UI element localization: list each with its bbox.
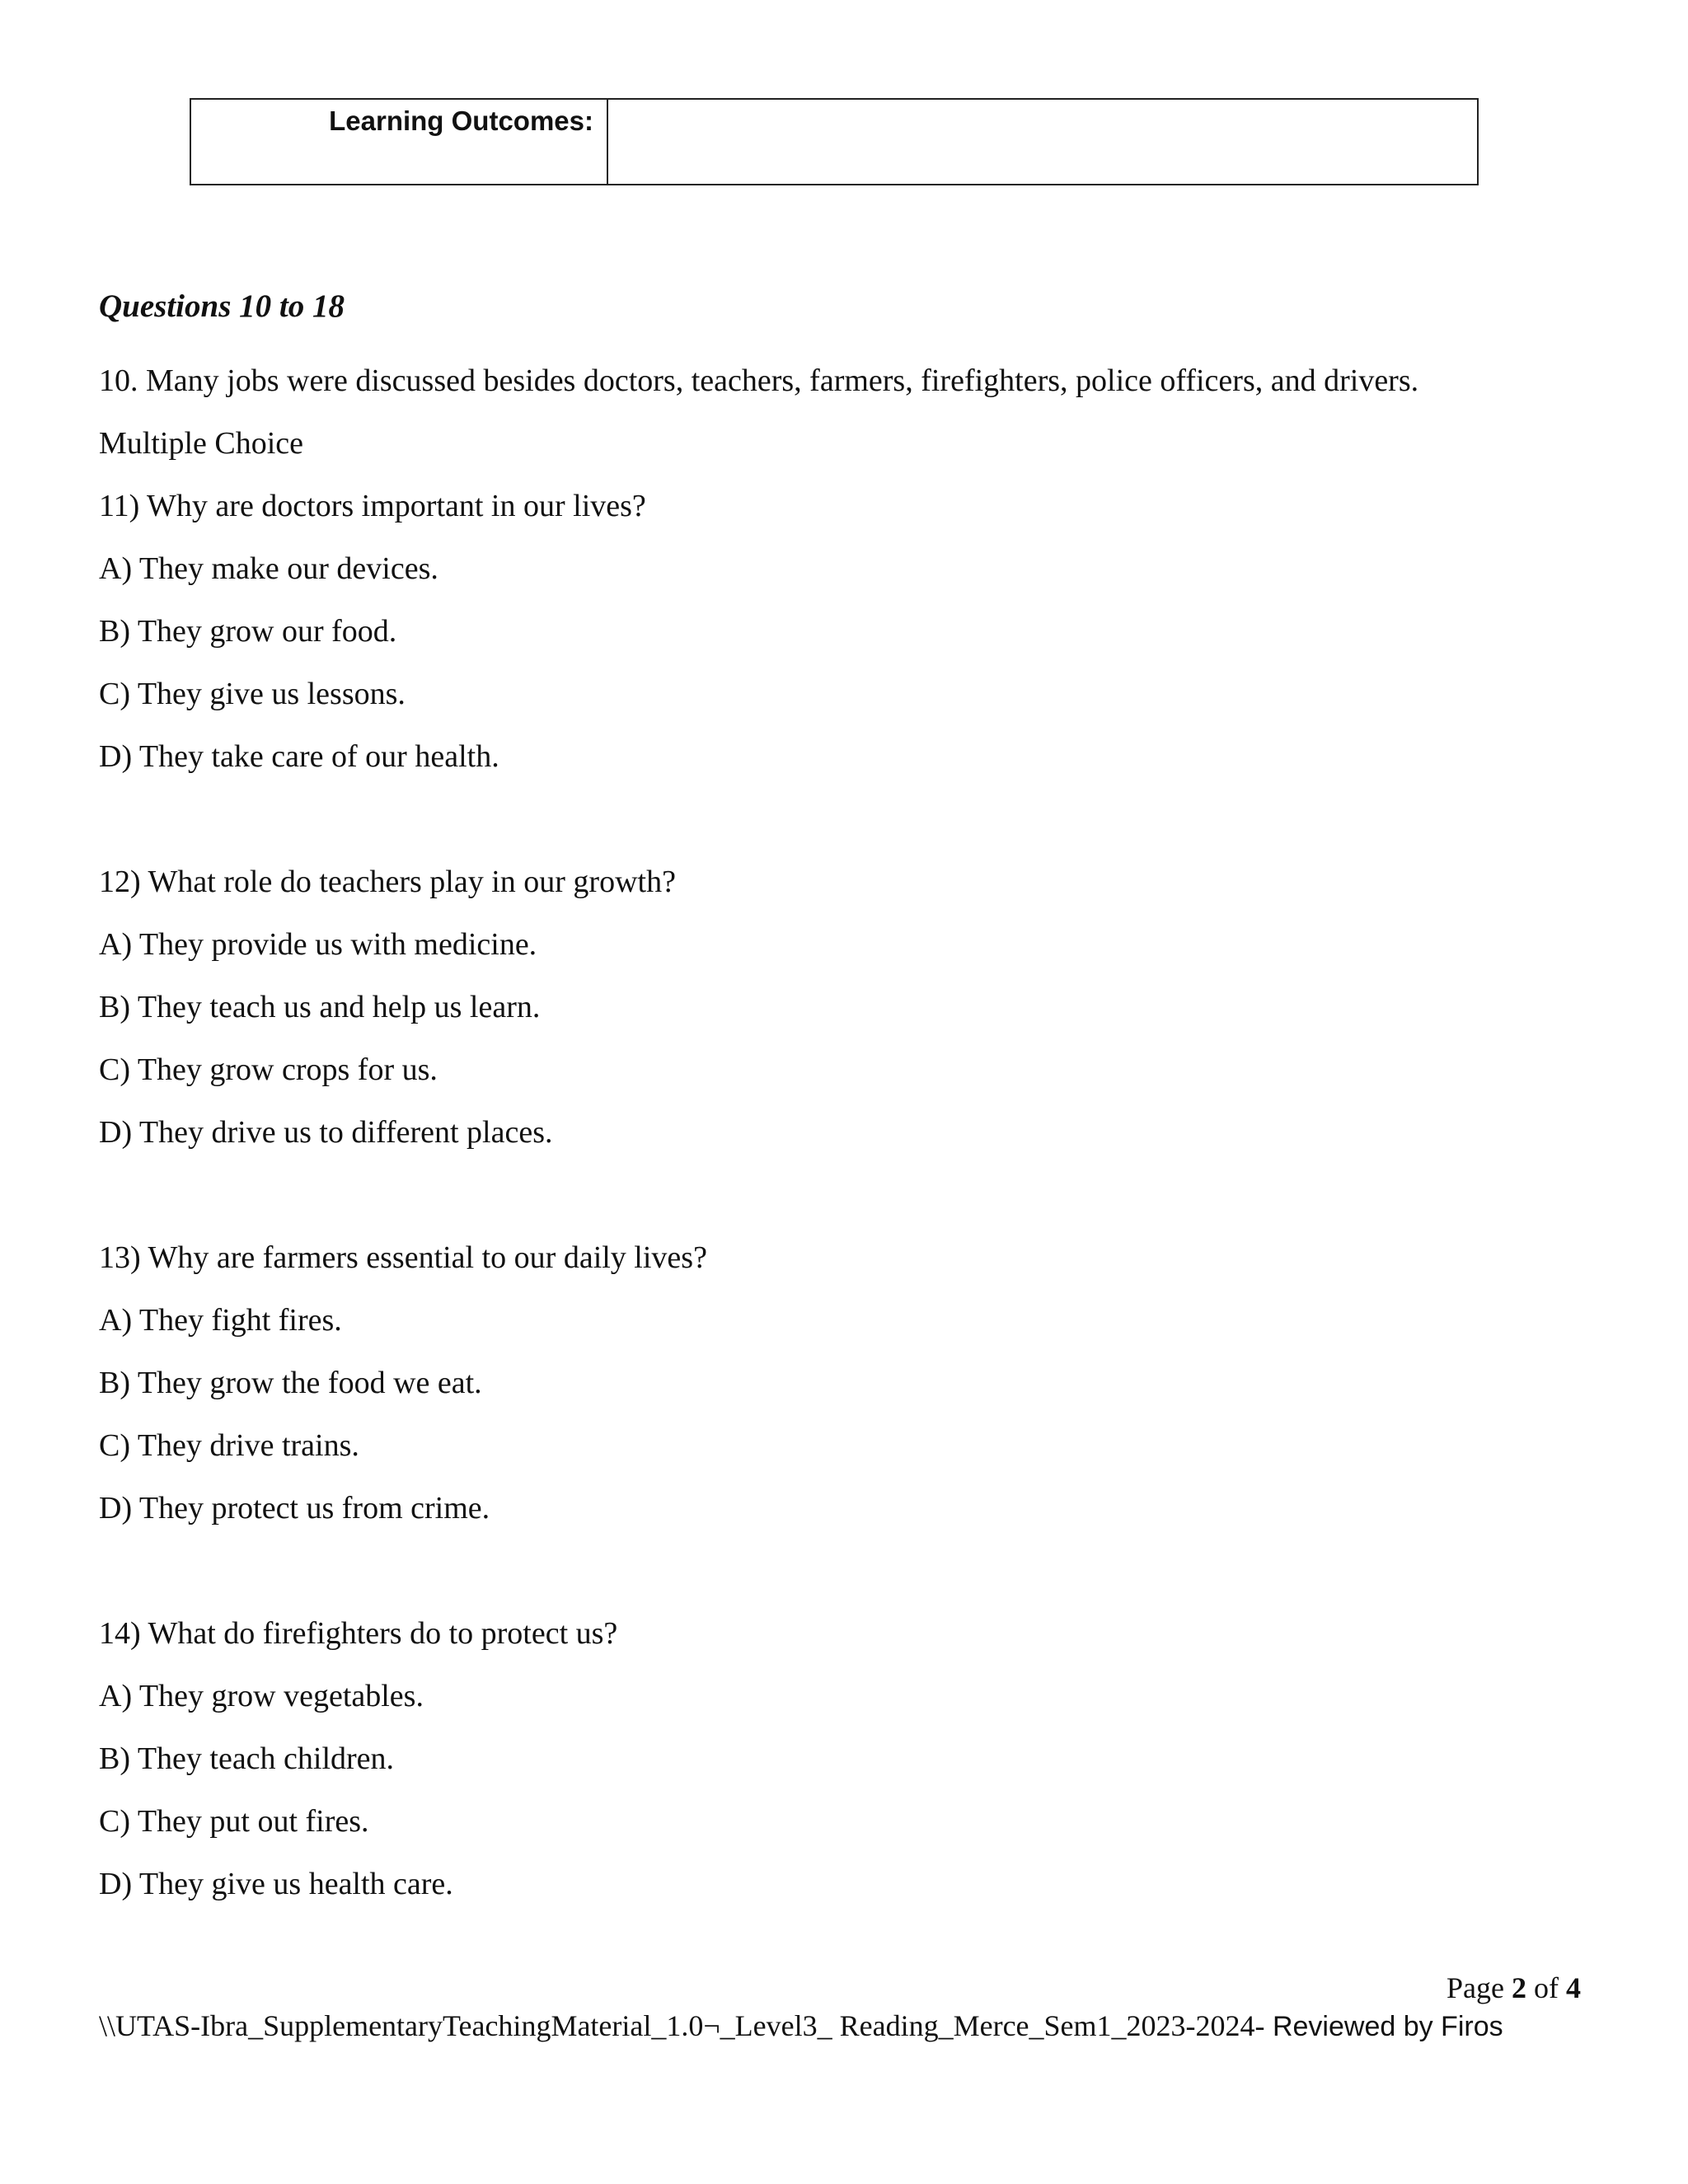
spacer: [99, 1164, 1599, 1226]
option-b: B) They grow our food.: [99, 614, 397, 649]
option-a: A) They make our devices.: [99, 551, 438, 586]
option-d: D) They take care of our health.: [99, 739, 499, 774]
page-current: 2: [1512, 1971, 1526, 2004]
file-path: \\UTAS-Ibra_SupplementaryTeachingMaterial_1.0¬_Level3_ Reading_Merce_Sem1_2023-2024-: [99, 2009, 1265, 2042]
option-d: D) They protect us from crime.: [99, 1491, 490, 1526]
statement-question-10: 10. Many jobs were discussed besides doctors, teachers, farmers, firefighters, police officers, and drivers.: [99, 363, 1419, 398]
page-total: 4: [1566, 1971, 1581, 2004]
question-11: [99, 475, 1599, 788]
option-a: A) They provide us with medicine.: [99, 927, 537, 962]
spacer: [99, 788, 1599, 851]
option-a: A) They grow vegetables.: [99, 1679, 424, 1713]
option-c: C) They give us lessons.: [99, 677, 406, 711]
question-text: 12) What role do teachers play in our growth?: [99, 865, 676, 899]
question-text: 14) What do firefighters do to protect us?: [99, 1616, 618, 1651]
page-number: [1447, 1970, 1581, 2006]
option-b: B) They teach children.: [99, 1741, 395, 1776]
reviewer-note: Reviewed by Firos: [1264, 2011, 1503, 2042]
multiple-choice-heading: Multiple Choice: [99, 426, 304, 461]
question-13: [99, 1226, 1599, 1540]
question-12: [99, 851, 1599, 1164]
option-c: C) They grow crops for us.: [99, 1052, 438, 1087]
page-prefix: Page: [1447, 1971, 1504, 2004]
footer-file-path: [99, 2008, 1503, 2045]
option-c: C) They put out fires.: [99, 1804, 369, 1839]
document-body: [99, 287, 1599, 1915]
option-b: B) They teach us and help us learn.: [99, 990, 541, 1024]
question-text: 13) Why are farmers essential to our daily lives?: [99, 1240, 707, 1275]
option-b: B) They grow the food we eat.: [99, 1366, 482, 1400]
section-heading: Questions 10 to 18: [99, 288, 345, 324]
question-14: [99, 1602, 1599, 1915]
option-d: D) They drive us to different places.: [99, 1115, 553, 1150]
option-d: D) They give us health care.: [99, 1867, 453, 1901]
learning-outcomes-label: Learning Outcomes:: [191, 100, 608, 184]
option-a: A) They fight fires.: [99, 1303, 342, 1338]
question-text: 11) Why are doctors important in our lives?: [99, 489, 646, 523]
option-c: C) They drive trains.: [99, 1428, 359, 1463]
spacer: [99, 1540, 1599, 1602]
learning-outcomes-table: [190, 98, 1479, 185]
page-of: of: [1534, 1971, 1559, 2004]
learning-outcomes-value[interactable]: [608, 100, 1477, 184]
